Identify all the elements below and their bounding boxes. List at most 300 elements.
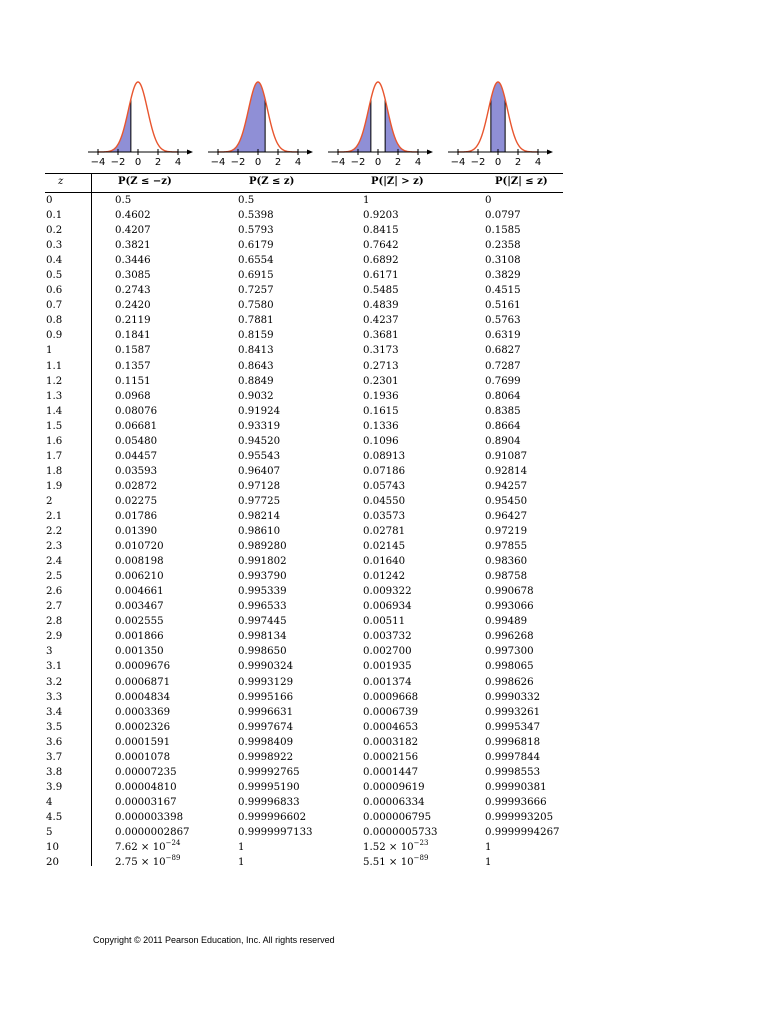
axis-arrow <box>307 150 313 155</box>
z-value: 3.4 <box>46 706 63 718</box>
probability-cell-text: 7.62 × 10 <box>115 842 166 854</box>
z-value: 2.7 <box>46 601 63 613</box>
probability-cell: 0.8064 <box>485 390 521 402</box>
probability-cell: 0.7580 <box>238 300 274 312</box>
tick-label: −4 <box>210 157 226 168</box>
probability-cell: 0.6171 <box>363 270 399 282</box>
probability-cell: 0.6319 <box>485 330 521 342</box>
z-value: 1.5 <box>46 420 63 432</box>
tick-label: −4 <box>90 157 106 168</box>
table-row <box>45 208 563 223</box>
table-body <box>45 193 563 870</box>
table-row <box>45 810 563 825</box>
probability-cell: 0.9996818 <box>485 736 541 748</box>
z-value: 1.8 <box>46 465 63 477</box>
normal-curve-panels <box>0 70 768 170</box>
table-row <box>45 419 563 434</box>
table-row <box>45 720 563 735</box>
axis-arrow <box>427 150 433 155</box>
table-row <box>45 614 563 629</box>
probability-cell: 0.01242 <box>363 571 406 583</box>
probability-cell-text: 1 <box>238 857 245 869</box>
probability-cell: 0.3108 <box>485 255 521 267</box>
probability-cell: 0.7257 <box>238 285 274 297</box>
probability-cell: 0.1615 <box>363 405 399 417</box>
probability-cell: 0.001935 <box>363 661 412 673</box>
probability-cell: 0.9999994267 <box>485 826 560 838</box>
probability-cell: 0.8849 <box>238 375 274 387</box>
table-row <box>45 298 563 313</box>
probability-cell: 0.00511 <box>363 616 406 628</box>
probability-cell: 0.5 <box>115 195 132 206</box>
probability-cell: 0.6915 <box>238 270 274 282</box>
probability-cell-text: 5.51 × 10 <box>363 857 414 869</box>
z-value: 5 <box>46 826 53 838</box>
probability-cell: 0.1587 <box>115 345 151 357</box>
probability-cell: 0.001374 <box>363 676 412 688</box>
probability-cell: 0.997300 <box>485 646 534 658</box>
probability-cell: 0.006934 <box>363 601 412 613</box>
probability-cell: 0.2119 <box>115 315 151 327</box>
tick-label: −2 <box>110 157 126 168</box>
table-row <box>45 644 563 659</box>
probability-cell: 0.1936 <box>363 390 399 402</box>
table-row <box>45 343 563 358</box>
probability-cell: 0.02275 <box>115 495 158 507</box>
table-row <box>45 283 563 298</box>
tick-label: 2 <box>274 157 282 168</box>
probability-cell: 0.0003182 <box>363 736 419 748</box>
probability-cell: 0.96407 <box>238 465 281 477</box>
probability-cell: 0.1336 <box>363 420 399 432</box>
z-value: 3.2 <box>46 676 63 688</box>
probability-cell: 0.991802 <box>238 556 287 568</box>
probability-cell: 0.6179 <box>238 240 274 252</box>
probability-cell: 0.00003167 <box>115 796 177 808</box>
probability-cell: 0.0000005733 <box>363 826 438 838</box>
probability-cell: 0.9997674 <box>238 721 294 733</box>
probability-cell: 0.07186 <box>363 465 406 477</box>
axis-arrow <box>547 150 553 155</box>
probability-cell: 0.99993666 <box>485 796 547 808</box>
probability-cell-text: 2.75 × 10 <box>115 857 166 869</box>
probability-cell: 0.0001591 <box>115 736 171 748</box>
table-row <box>45 735 563 750</box>
probability-cell: 0.3681 <box>363 330 399 342</box>
probability-cell: 0.0004653 <box>363 721 419 733</box>
z-value: 3.1 <box>46 661 63 673</box>
z-value: 4.5 <box>46 811 63 823</box>
z-value: 0.4 <box>46 255 63 267</box>
z-value: 1.3 <box>46 390 63 402</box>
copyright-notice: Copyright © 2011 Pearson Education, Inc. All rights reserved <box>93 935 335 945</box>
probability-cell: 0.990678 <box>485 586 534 598</box>
probability-cell: 0.0968 <box>115 390 151 402</box>
probability-cell: 0.006210 <box>115 571 164 583</box>
probability-cell: 0.98758 <box>485 571 528 583</box>
table-row <box>45 659 563 674</box>
table-row <box>45 675 563 690</box>
probability-cell: 0.3821 <box>115 240 151 252</box>
probability-cell: 0.0001078 <box>115 751 171 763</box>
table-row <box>45 253 563 268</box>
probability-cell: 0.1841 <box>115 330 151 342</box>
probability-cell: 0.95543 <box>238 450 281 462</box>
table-row <box>45 464 563 479</box>
probability-cell: 0.0009676 <box>115 661 171 673</box>
probability-cell: 0.7699 <box>485 375 521 387</box>
probability-cell-text: 1 <box>485 842 492 854</box>
z-value: 1.6 <box>46 435 63 447</box>
probability-cell: 0.5485 <box>363 285 399 297</box>
table-row <box>45 268 563 283</box>
table-row <box>45 509 563 524</box>
table-row <box>45 750 563 765</box>
probability-cell: 0.002555 <box>115 616 164 628</box>
probability-cell: 0.7642 <box>363 240 399 252</box>
table-row <box>45 359 563 374</box>
probability-cell: 0.2713 <box>363 360 399 372</box>
probability-cell: 0.9998409 <box>238 736 294 748</box>
probability-cell: 0.993790 <box>238 571 287 583</box>
z-value: 2.2 <box>46 526 63 538</box>
probability-cell: 0.997445 <box>238 616 287 628</box>
header-p-center: P(|Z| ≤ z) <box>495 176 548 187</box>
probability-cell: 0.0002326 <box>115 721 171 733</box>
probability-cell: 0.998134 <box>238 631 287 643</box>
probability-cell: 0.9995166 <box>238 691 294 703</box>
probability-cell: 0.9996631 <box>238 706 294 718</box>
z-value: 0 <box>46 195 53 206</box>
table-row <box>45 765 563 780</box>
probability-cell: 0.02145 <box>363 541 406 553</box>
density-curve <box>338 82 418 152</box>
tick-label: 4 <box>294 157 302 168</box>
probability-cell: 0.3085 <box>115 270 151 282</box>
probability-cell: 0.9998553 <box>485 766 541 778</box>
table-row <box>45 328 563 343</box>
probability-cell: 0.8415 <box>363 225 399 237</box>
table-row <box>45 825 563 840</box>
header-z: z <box>58 176 64 187</box>
probability-cell <box>115 855 180 870</box>
probability-cell: 0.03593 <box>115 465 158 477</box>
tick-label: −4 <box>330 157 346 168</box>
z-value: 3.3 <box>46 691 63 703</box>
table-row <box>45 780 563 795</box>
table-row <box>45 313 563 328</box>
probability-cell <box>238 840 244 855</box>
probability-cell: 0.8413 <box>238 345 274 357</box>
probability-cell <box>363 840 428 855</box>
probability-cell: 0.999996602 <box>238 811 307 823</box>
probability-cell: 0.8664 <box>485 420 521 432</box>
tick-label: 4 <box>414 157 422 168</box>
tick-label: −4 <box>450 157 466 168</box>
probability-cell: 0.6554 <box>238 255 274 267</box>
z-value: 1.9 <box>46 480 63 492</box>
probability-cell: 0.003732 <box>363 631 412 643</box>
z-value <box>46 840 59 855</box>
probability-cell: 0.99489 <box>485 616 528 628</box>
exponent: −89 <box>413 854 429 863</box>
z-value: 0.5 <box>46 270 63 282</box>
probability-cell: 0.1357 <box>115 360 151 372</box>
table-row <box>45 855 563 870</box>
probability-cell: 0.9993261 <box>485 706 541 718</box>
probability-cell: 0.96427 <box>485 510 528 522</box>
probability-cell: 0.996268 <box>485 631 534 643</box>
z-value: 2.8 <box>46 616 63 628</box>
z-value: 1.2 <box>46 375 63 387</box>
probability-cell: 0.02872 <box>115 480 158 492</box>
probability-cell: 0.9995347 <box>485 721 541 733</box>
z-value: 1 <box>46 345 53 357</box>
probability-cell: 0.0003369 <box>115 706 171 718</box>
probability-cell: 0.998065 <box>485 661 534 673</box>
probability-cell: 0.98360 <box>485 556 528 568</box>
probability-cell: 0.989280 <box>238 541 287 553</box>
probability-cell: 0.6892 <box>363 255 399 267</box>
z-value: 3.7 <box>46 751 63 763</box>
tick-label: −2 <box>350 157 366 168</box>
probability-cell: 0.93319 <box>238 420 281 432</box>
probability-cell: 0.008198 <box>115 556 164 568</box>
table-row <box>45 795 563 810</box>
z-value: 2.9 <box>46 631 63 643</box>
probability-cell: 0.99992765 <box>238 766 300 778</box>
probability-cell: 0.9203 <box>363 210 399 222</box>
probability-cell: 0.91924 <box>238 405 281 417</box>
z-value: 3 <box>46 646 53 658</box>
probability-cell: 0.06681 <box>115 420 158 432</box>
probability-cell: 0.3173 <box>363 345 399 357</box>
probability-cell: 0.02781 <box>363 526 406 538</box>
probability-cell: 0.4602 <box>115 210 151 222</box>
table-row <box>45 599 563 614</box>
probability-cell: 0.1585 <box>485 225 521 237</box>
z-value: 2.5 <box>46 571 63 583</box>
probability-cell: 0.2301 <box>363 375 399 387</box>
probability-cell: 0.6827 <box>485 345 521 357</box>
probability-cell: 0.97725 <box>238 495 281 507</box>
probability-cell: 0.001350 <box>115 646 164 658</box>
probability-cell: 0.94257 <box>485 480 528 492</box>
table-row <box>45 629 563 644</box>
probability-cell: 0.08913 <box>363 450 406 462</box>
z-value: 3.9 <box>46 781 63 793</box>
probability-cell: 0.998626 <box>485 676 534 688</box>
probability-cell: 0.05743 <box>363 480 406 492</box>
probability-cell: 0.2743 <box>115 285 151 297</box>
probability-cell: 0.00007235 <box>115 766 177 778</box>
exponent: −24 <box>165 839 181 848</box>
probability-cell: 0.0006739 <box>363 706 419 718</box>
table-row <box>45 840 563 855</box>
probability-cell: 0.1151 <box>115 375 151 387</box>
z-value: 0.2 <box>46 225 63 237</box>
exponent: −89 <box>165 854 181 863</box>
table-row <box>45 238 563 253</box>
shaded-area <box>385 99 418 152</box>
probability-cell: 0.00004810 <box>115 781 177 793</box>
probability-cell: 0.99990381 <box>485 781 547 793</box>
z-value: 3.6 <box>46 736 63 748</box>
probability-cell: 0.8385 <box>485 405 521 417</box>
probability-cell: 0.7881 <box>238 315 274 327</box>
probability-cell: 0.0000002867 <box>115 826 190 838</box>
probability-cell: 0.9997844 <box>485 751 541 763</box>
probability-cell: 0.5793 <box>238 225 274 237</box>
probability-cell: 0.00006334 <box>363 796 425 808</box>
table-top-rule <box>45 173 563 174</box>
probability-cell: 0.03573 <box>363 510 406 522</box>
probability-cell: 0.5763 <box>485 315 521 327</box>
probability-cell: 0.9993129 <box>238 676 294 688</box>
probability-cell: 0.003467 <box>115 601 164 613</box>
z-value: 1.1 <box>46 360 63 372</box>
probability-cell: 0.5398 <box>238 210 274 222</box>
tick-label: −2 <box>470 157 486 168</box>
probability-cell: 0.7287 <box>485 360 521 372</box>
z-value <box>46 855 59 870</box>
probability-cell: 0.999993205 <box>485 811 554 823</box>
probability-cell: 0.004661 <box>115 586 164 598</box>
probability-cell: 0.0797 <box>485 210 521 222</box>
z-value: 2 <box>46 495 53 507</box>
probability-cell: 0.000003398 <box>115 811 184 823</box>
z-value: 0.9 <box>46 330 63 342</box>
probability-cell: 0.04457 <box>115 450 158 462</box>
z-value: 2.4 <box>46 556 63 568</box>
table-row <box>45 494 563 509</box>
z-value: 0.1 <box>46 210 63 222</box>
probability-cell: 0.01390 <box>115 526 158 538</box>
shaded-area <box>98 99 131 152</box>
probability-cell: 0.00009619 <box>363 781 425 793</box>
z-value: 0.3 <box>46 240 63 252</box>
probability-cell: 0.002700 <box>363 646 412 658</box>
probability-cell: 0.94520 <box>238 435 281 447</box>
shaded-area <box>218 82 265 152</box>
table-row <box>45 554 563 569</box>
z-value: 1.4 <box>46 405 63 417</box>
probability-cell: 0.996533 <box>238 601 287 613</box>
probability-cell: 0.97219 <box>485 526 528 538</box>
table-row <box>45 449 563 464</box>
shaded-area <box>338 99 371 152</box>
probability-cell: 0.009322 <box>363 586 412 598</box>
probability-cell: 0.2358 <box>485 240 521 252</box>
tick-label: 4 <box>174 157 182 168</box>
table-row <box>45 223 563 238</box>
probability-cell: 0.9999997133 <box>238 826 313 838</box>
probability-cell: 0.91087 <box>485 450 528 462</box>
density-curve <box>98 82 178 152</box>
probability-cell <box>485 840 491 855</box>
tick-label: −2 <box>230 157 246 168</box>
probability-cell <box>485 855 491 870</box>
probability-cell: 0.01640 <box>363 556 406 568</box>
tick-label: 0 <box>254 157 262 168</box>
table-row <box>45 374 563 389</box>
probability-cell: 1 <box>363 195 370 206</box>
axis-arrow <box>187 150 193 155</box>
header-p-left-tail: P(Z ≤ −z) <box>118 176 172 187</box>
probability-cell: 0.001866 <box>115 631 164 643</box>
probability-cell <box>238 855 244 870</box>
exponent: −23 <box>413 839 429 848</box>
tick-label: 2 <box>154 157 162 168</box>
probability-cell: 0.8904 <box>485 435 521 447</box>
probability-cell-text: 1 <box>238 842 245 854</box>
probability-cell: 0.9998922 <box>238 751 294 763</box>
probability-cell: 0.8643 <box>238 360 274 372</box>
z-value: 2.1 <box>46 510 63 522</box>
probability-cell: 0.0004834 <box>115 691 171 703</box>
probability-cell: 0.2420 <box>115 300 151 312</box>
probability-cell: 0.08076 <box>115 405 158 417</box>
probability-cell: 0.98214 <box>238 510 281 522</box>
z-value: 0.7 <box>46 300 63 312</box>
z-value: 0.6 <box>46 285 63 297</box>
probability-cell-text: 1 <box>485 857 492 869</box>
table-row <box>45 524 563 539</box>
probability-cell: 0.998650 <box>238 646 287 658</box>
probability-cell: 0.0009668 <box>363 691 419 703</box>
probability-cell: 0.000006795 <box>363 811 432 823</box>
probability-cell: 0.4515 <box>485 285 521 297</box>
tick-label: 4 <box>534 157 542 168</box>
table-row <box>45 584 563 599</box>
z-value: 3.8 <box>46 766 63 778</box>
tick-label: 0 <box>494 157 502 168</box>
table-row <box>45 705 563 720</box>
table-row <box>45 569 563 584</box>
tick-label: 2 <box>514 157 522 168</box>
z-value: 3.5 <box>46 721 63 733</box>
probability-cell: 0.4839 <box>363 300 399 312</box>
probability-cell: 0.4237 <box>363 315 399 327</box>
probability-cell: 0.4207 <box>115 225 151 237</box>
probability-cell: 0.05480 <box>115 435 158 447</box>
probability-cell: 0.3829 <box>485 270 521 282</box>
z-value: 0.8 <box>46 315 63 327</box>
probability-cell <box>115 840 180 855</box>
probability-cell: 0.8159 <box>238 330 274 342</box>
tick-label: 0 <box>134 157 142 168</box>
table-row <box>45 479 563 494</box>
probability-cell-text: 1.52 × 10 <box>363 842 414 854</box>
probability-cell: 0.92814 <box>485 465 528 477</box>
probability-cell: 0.993066 <box>485 601 534 613</box>
probability-cell: 0.97128 <box>238 480 281 492</box>
table-row <box>45 539 563 554</box>
probability-cell: 0.98610 <box>238 526 281 538</box>
probability-cell: 0.9990324 <box>238 661 294 673</box>
probability-cell: 0.5 <box>238 195 255 206</box>
header-p-cumulative: P(Z ≤ z) <box>249 176 295 187</box>
probability-cell: 0.010720 <box>115 541 164 553</box>
table-row <box>45 434 563 449</box>
tick-label: 2 <box>394 157 402 168</box>
probability-cell: 0.0006871 <box>115 676 171 688</box>
probability-cell: 0 <box>485 195 492 206</box>
z-value: 2.6 <box>46 586 63 598</box>
table-row <box>45 389 563 404</box>
probability-cell: 0.97855 <box>485 541 528 553</box>
probability-cell: 0.95450 <box>485 495 528 507</box>
